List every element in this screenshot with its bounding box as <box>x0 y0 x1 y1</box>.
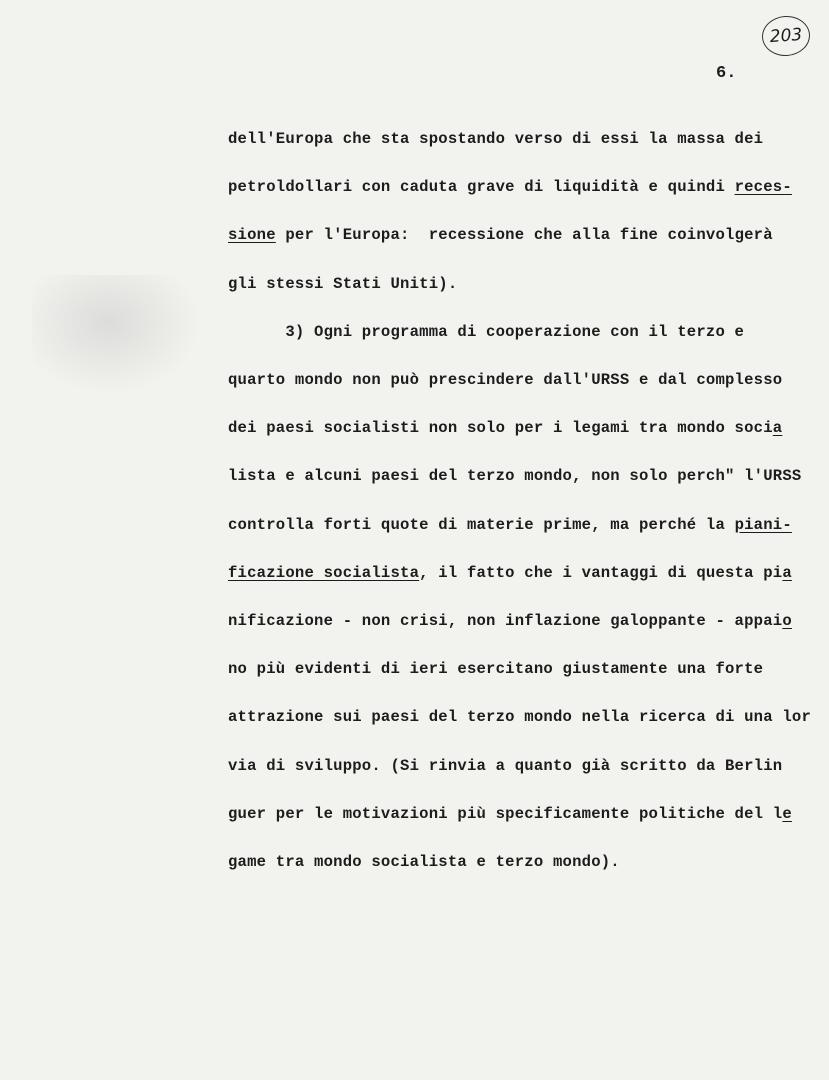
line-text: 3) Ogni programma di cooperazione con il terzo e <box>228 322 745 341</box>
line-text: per l'Europa: recessione che alla fine coinvolgerà <box>275 226 773 245</box>
text-line <box>228 516 792 534</box>
underlined-text: reces- <box>734 178 792 197</box>
text-line <box>228 467 801 485</box>
text-line <box>228 130 763 148</box>
underlined-text: sione <box>228 226 276 245</box>
underlined-text: a <box>772 419 783 438</box>
text-line <box>228 853 620 871</box>
line-text: attrazione sui paesi del terzo mondo nella ricerca di una lor <box>228 708 812 727</box>
underlined-text: piani- <box>734 515 792 534</box>
line-text: , il fatto che i vantaggi di questa pi <box>419 563 783 582</box>
text-line <box>228 612 792 630</box>
text-line <box>228 805 792 823</box>
text-line <box>228 419 782 437</box>
underlined-text: ficazione socialista <box>228 563 420 582</box>
margin-smudge <box>32 275 202 395</box>
line-text: gli stessi Stati Uniti). <box>228 274 458 293</box>
page-number: 6. <box>716 64 737 83</box>
line-text: controlla forti quote di materie prime, ma perché la <box>228 515 735 534</box>
line-text: via di sviluppo. (Si rinvia a quanto già scritto da Berlin <box>228 756 783 775</box>
text-line <box>228 708 811 726</box>
line-text: no più evidenti di ieri esercitano giustamente una forte <box>228 660 764 679</box>
line-text: lista e alcuni paesi del terzo mondo, non solo perch" l'URSS <box>228 467 802 486</box>
underlined-text: e <box>782 804 792 823</box>
line-text: nificazione - non crisi, non inflazione galoppante - appai <box>228 612 783 630</box>
line-text: dei paesi socialisti non solo per i legami tra mondo soci <box>228 419 773 438</box>
stamp-number: 203 <box>769 24 803 48</box>
line-text: game tra mondo socialista e terzo mondo). <box>228 853 620 871</box>
line-text: petroldollari con caduta grave di liquidità e quindi <box>228 178 735 197</box>
text-line <box>228 757 782 775</box>
underlined-text: a <box>782 563 792 582</box>
text-line <box>228 275 457 293</box>
text-line <box>228 178 792 196</box>
line-text: dell'Europa che sta spostando verso di essi la massa dei <box>228 130 764 148</box>
text-line <box>228 226 773 244</box>
page-stamp <box>761 14 812 57</box>
text-line <box>228 323 744 341</box>
line-text: guer per le motivazioni più specificamente politiche del l <box>228 804 783 823</box>
underlined-text: o <box>782 612 792 630</box>
text-line <box>228 371 782 389</box>
text-line <box>228 660 763 678</box>
text-line <box>228 564 792 582</box>
line-text: quarto mondo non può prescindere dall'URSS e dal complesso <box>228 371 783 389</box>
